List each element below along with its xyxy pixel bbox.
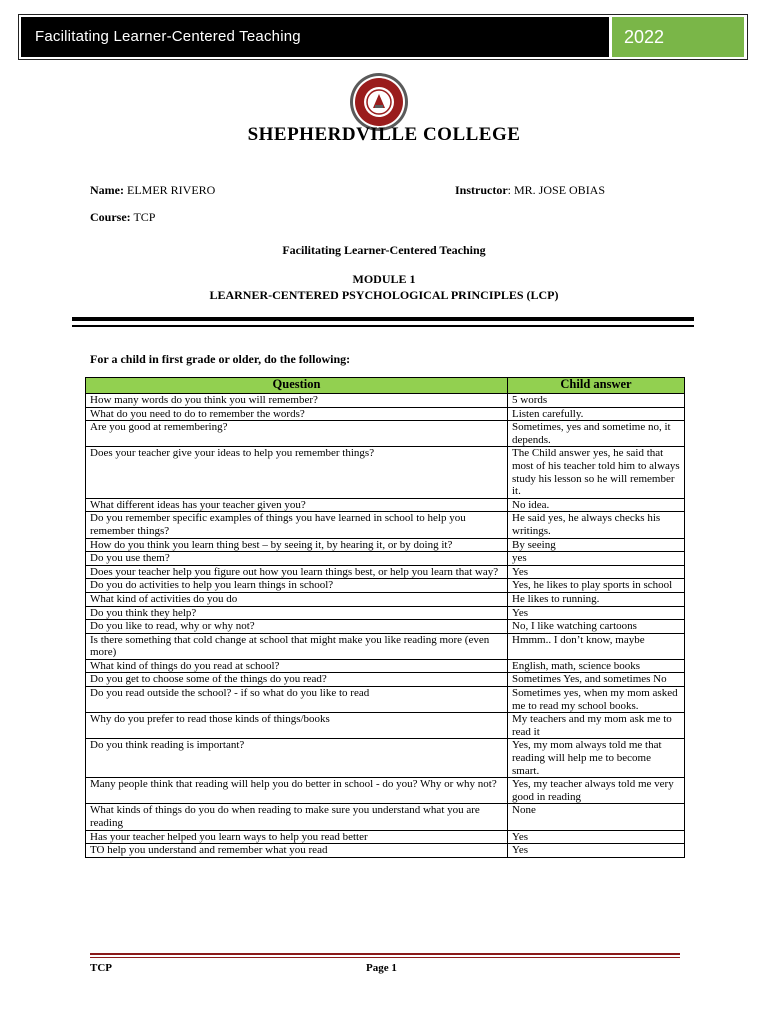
footer-rule bbox=[90, 953, 680, 955]
name-label: Name: bbox=[90, 183, 124, 197]
question-cell: Many people think that reading will help you do better in school - do you? Why or why not? bbox=[86, 778, 508, 804]
divider-thin bbox=[72, 325, 694, 327]
answer-cell: By seeing bbox=[508, 538, 685, 552]
table-row bbox=[86, 592, 685, 606]
question-cell: How do you think you learn thing best – by seeing it, by hearing it, or by doing it? bbox=[86, 538, 508, 552]
answer-cell: Yes bbox=[508, 830, 685, 844]
course-row bbox=[90, 210, 155, 225]
answer-cell: The Child answer yes, he said that most of his teacher told him to always study his lesson so he will remember it. bbox=[508, 447, 685, 498]
college-seal-icon bbox=[349, 72, 409, 132]
question-cell: Do you use them? bbox=[86, 552, 508, 566]
answer-cell: Yes, my mom always told me that reading will help me to become smart. bbox=[508, 739, 685, 778]
answer-cell: Listen carefully. bbox=[508, 407, 685, 421]
answer-cell: None bbox=[508, 804, 685, 830]
question-cell: Does your teacher give your ideas to help you remember things? bbox=[86, 447, 508, 498]
answer-cell: My teachers and my mom ask me to read it bbox=[508, 713, 685, 739]
answer-header: Child answer bbox=[508, 378, 685, 394]
question-cell: Has your teacher helped you learn ways to help you read better bbox=[86, 830, 508, 844]
answer-cell: Sometimes, yes and sometime no, it depends. bbox=[508, 421, 685, 447]
footer-course: TCP bbox=[90, 962, 112, 974]
table-row bbox=[86, 579, 685, 593]
subject-title: Facilitating Learner-Centered Teaching bbox=[282, 243, 486, 257]
table-row bbox=[86, 498, 685, 512]
divider-thick bbox=[72, 317, 694, 321]
table-row bbox=[86, 713, 685, 739]
answer-cell: He said yes, he always checks his writings. bbox=[508, 512, 685, 538]
page-number: Page 1 bbox=[366, 962, 397, 974]
table-header-row bbox=[86, 378, 685, 394]
footer-rule-thin bbox=[90, 957, 680, 958]
table-row bbox=[86, 447, 685, 498]
instruction-text: For a child in first grade or older, do the following: bbox=[90, 352, 351, 366]
question-cell: Is there something that cold change at school that might make you like reading more (even more) bbox=[86, 633, 508, 659]
question-cell: Do you remember specific examples of things you have learned in school to help you remember things? bbox=[86, 512, 508, 538]
question-cell: What kind of activities do you do bbox=[86, 592, 508, 606]
instructor-name: : MR. JOSE OBIAS bbox=[507, 183, 606, 197]
module-number: MODULE 1 bbox=[352, 272, 416, 286]
college-name: SHEPHERDVILLE COLLEGE bbox=[247, 124, 521, 145]
table-row bbox=[86, 620, 685, 634]
answer-cell: Sometimes Yes, and sometimes No bbox=[508, 673, 685, 687]
header-year: 2022 bbox=[612, 17, 744, 57]
table-row bbox=[86, 538, 685, 552]
question-cell: Do you get to choose some of the things do you read? bbox=[86, 673, 508, 687]
answer-cell: He likes to running. bbox=[508, 592, 685, 606]
answer-cell: Yes bbox=[508, 844, 685, 858]
question-cell: Do you read outside the school? - if so what do you like to read bbox=[86, 687, 508, 713]
header-title: Facilitating Learner-Centered Teaching bbox=[21, 17, 609, 57]
table-row bbox=[86, 512, 685, 538]
answer-cell: Yes, he likes to play sports in school bbox=[508, 579, 685, 593]
name-row bbox=[90, 183, 215, 198]
module-title: LEARNER-CENTERED PSYCHOLOGICAL PRINCIPLES (LCP) bbox=[209, 288, 559, 302]
question-cell: Are you good at remembering? bbox=[86, 421, 508, 447]
table-row bbox=[86, 552, 685, 566]
question-cell: Do you like to read, why or why not? bbox=[86, 620, 508, 634]
question-header: Question bbox=[86, 378, 508, 394]
answer-cell: Hmmm.. I don’t know, maybe bbox=[508, 633, 685, 659]
table-row bbox=[86, 606, 685, 620]
table-row bbox=[86, 673, 685, 687]
instructor-row bbox=[455, 183, 605, 198]
table-row bbox=[86, 778, 685, 804]
question-table bbox=[85, 377, 685, 858]
table-row bbox=[86, 830, 685, 844]
table-row bbox=[86, 844, 685, 858]
answer-cell: yes bbox=[508, 552, 685, 566]
question-cell: Why do you prefer to read those kinds of things/books bbox=[86, 713, 508, 739]
question-cell: Do you do activities to help you learn things in school? bbox=[86, 579, 508, 593]
answer-cell: No, I like watching cartoons bbox=[508, 620, 685, 634]
table-row bbox=[86, 659, 685, 673]
answer-cell: No idea. bbox=[508, 498, 685, 512]
question-cell: What different ideas has your teacher given you? bbox=[86, 498, 508, 512]
question-cell: Do you think reading is important? bbox=[86, 739, 508, 778]
course-value: TCP bbox=[133, 210, 156, 224]
question-cell: Do you think they help? bbox=[86, 606, 508, 620]
question-cell: How many words do you think you will remember? bbox=[86, 394, 508, 408]
table-row bbox=[86, 394, 685, 408]
answer-cell: Sometimes yes, when my mom asked me to read my school books. bbox=[508, 687, 685, 713]
instructor-label: Instructor bbox=[455, 183, 508, 197]
answer-cell: Yes bbox=[508, 606, 685, 620]
answer-cell: 5 words bbox=[508, 394, 685, 408]
answer-cell: English, math, science books bbox=[508, 659, 685, 673]
question-cell: What kinds of things do you do when reading to make sure you understand what you are reading bbox=[86, 804, 508, 830]
question-cell: What kind of things do you read at school? bbox=[86, 659, 508, 673]
question-cell: Does your teacher help you figure out how you learn things best, or help you learn that way? bbox=[86, 565, 508, 579]
course-label: Course: bbox=[90, 210, 131, 224]
question-cell: TO help you understand and remember what you read bbox=[86, 844, 508, 858]
table-row bbox=[86, 804, 685, 830]
table-row bbox=[86, 687, 685, 713]
answer-cell: Yes bbox=[508, 565, 685, 579]
answer-cell: Yes, my teacher always told me very good in reading bbox=[508, 778, 685, 804]
table-row bbox=[86, 407, 685, 421]
table-row bbox=[86, 565, 685, 579]
table-row bbox=[86, 421, 685, 447]
question-cell: What do you need to do to remember the words? bbox=[86, 407, 508, 421]
table-row bbox=[86, 633, 685, 659]
table-body bbox=[86, 394, 685, 858]
table-row bbox=[86, 739, 685, 778]
student-name: ELMER RIVERO bbox=[126, 183, 216, 197]
header-bar bbox=[18, 14, 748, 60]
